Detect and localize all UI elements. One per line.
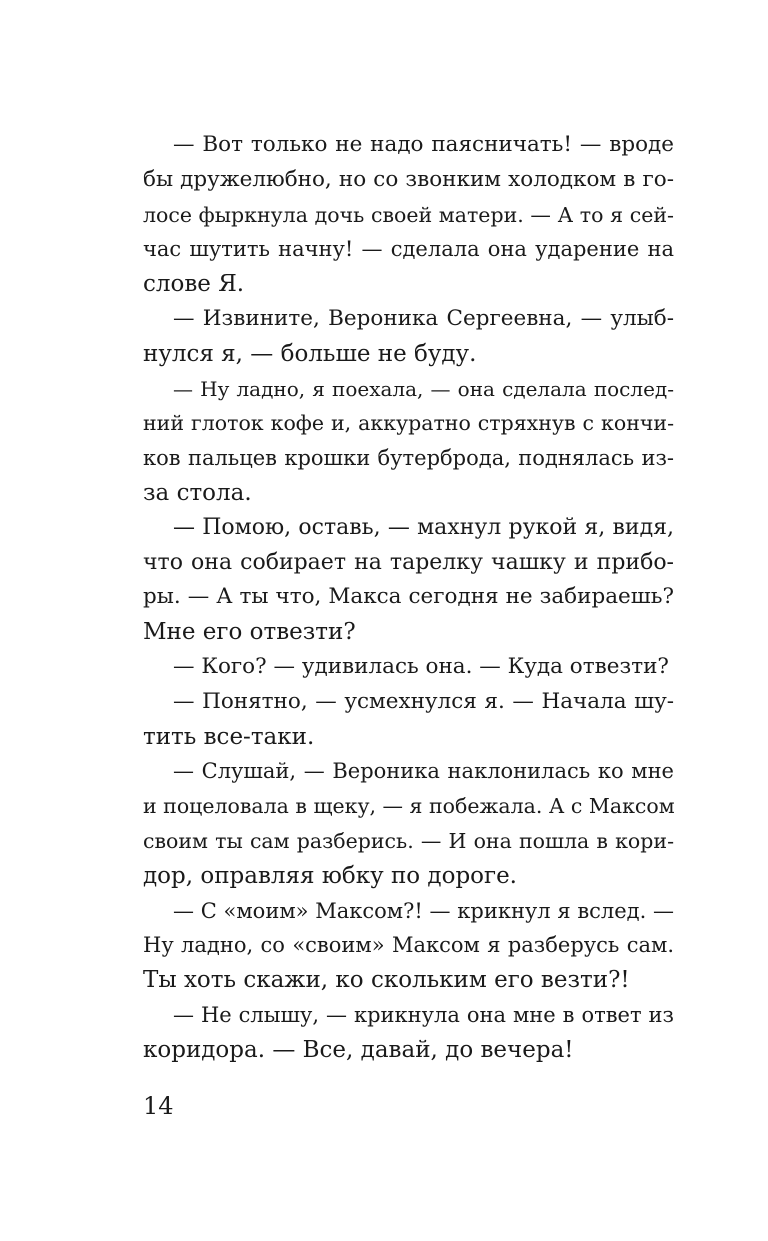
text-line: ков пальцев крошки бутерброда, поднялась из- <box>143 446 674 471</box>
page-number: 14 <box>143 1092 174 1120</box>
text-line: коридора. — Все, давай, до вечера! <box>143 1036 574 1063</box>
text-line: тить все-таки. <box>143 723 315 750</box>
text-line: — Кого? — удивилась она. — Куда отвезти? <box>173 653 669 679</box>
text-line: — Помою, оставь, — махнул рукой я, видя, <box>173 514 674 540</box>
text-line: Ты хоть скажи, ко скольким его везти?! <box>143 967 630 994</box>
text-line: дор, оправляя юбку по дороге. <box>143 862 517 889</box>
text-line: Ну ладно, со «своим» Максом я разберусь сам. <box>143 933 674 958</box>
text-line: — Извините, Вероника Сергеевна, — улыб- <box>173 305 674 331</box>
text-line: — Вот только не надо паясничать! — вроде <box>173 132 674 157</box>
text-line: нулся я, — больше не буду. <box>143 340 477 367</box>
text-line: — С «моим» Максом?! — крикнул я вслед. — <box>173 898 674 923</box>
text-line: что она собирает на тарелку чашку и прибо- <box>143 549 674 575</box>
text-line: ры. — А ты что, Макса сегодня не забираешь? <box>143 584 674 610</box>
text-line: лосе фыркнула дочь своей матери. — А то я сей- <box>143 202 674 227</box>
text-line: и поцеловала в щеку, — я побежала. А с Максом <box>143 794 675 819</box>
text-line: — Понятно, — усмехнулся я. — Начала шу- <box>173 688 674 714</box>
text-line: ний глоток кофе и, аккуратно стряхнув с кончи- <box>143 411 674 436</box>
text-line: Мне его отвезти? <box>143 619 356 646</box>
text-line: — Не слышу, — крикнула она мне в ответ из <box>173 1002 674 1027</box>
text-line: своим ты сам разберись. — И она пошла в кори- <box>143 828 674 853</box>
text-line: за стола. <box>143 479 252 506</box>
text-line: — Слушай, — Вероника наклонилась ко мне <box>173 759 674 784</box>
text-line: — Ну ладно, я поехала, — она сделала послед- <box>173 376 674 401</box>
body-text <box>143 128 674 1068</box>
text-line: бы дружелюбно, но со звонким холодком в го- <box>143 166 674 192</box>
text-line: слове Я. <box>143 271 245 298</box>
text-line: час шутить начну! — сделала она ударение на <box>143 237 674 262</box>
